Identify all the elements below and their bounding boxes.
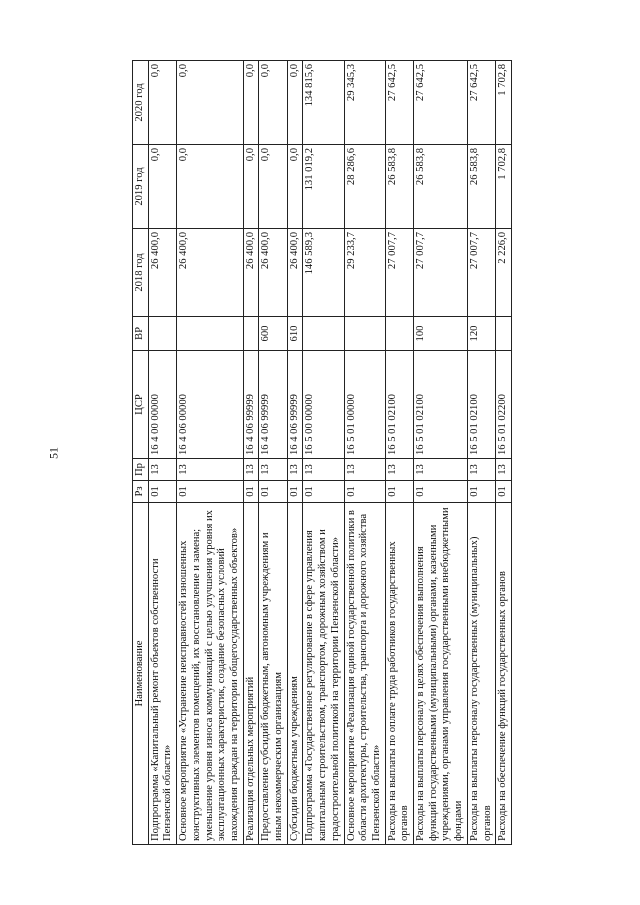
row-vr: 120 (467, 317, 495, 351)
row-2020: 0,0 (148, 61, 176, 145)
table-row (344, 61, 385, 845)
row-name: Расходы на выплаты по оплате труда работников государственных органов (385, 503, 413, 845)
table-body (148, 61, 511, 845)
row-name: Расходы на выплаты персоналу государственных (муниципальных) органов (467, 503, 495, 845)
row-name: Основное мероприятие «Устранение неисправностей изношенных конструктивных элементов помещений, их восстановление и замена; уменьшение уровня износа коммуникаций с целью улучшения уровня их эксплуатационных характеристик, создание безопасных условий нахождения граждан на территории общегосударственных объектов» (177, 503, 244, 845)
row-pr: 13 (496, 459, 512, 481)
row-vr (496, 317, 512, 351)
row-2019: 28 286,6 (344, 145, 385, 229)
row-rz: 01 (243, 481, 259, 503)
row-csr: 16 4 06 99999 (259, 351, 287, 459)
row-vr (177, 317, 244, 351)
row-2020: 27 642,5 (385, 61, 413, 145)
row-name: Реализация отдельных мероприятий (243, 503, 259, 845)
table-row (287, 61, 303, 845)
column-header-csr: ЦСР (133, 351, 149, 459)
row-name: Расходы на обеспечение функций государственных органов (496, 503, 512, 845)
row-2019: 0,0 (177, 145, 244, 229)
row-rz: 01 (414, 481, 468, 503)
row-csr: 16 5 01 02200 (496, 351, 512, 459)
row-csr: 16 4 06 99999 (243, 351, 259, 459)
row-name: Подпрограмма «Государственное регулирование в сфере управления капитальным строительством, транспортом, дорожным хозяйством и градостроительной политикой на территории Пензенской области» (303, 503, 344, 845)
row-2019: 0,0 (259, 145, 287, 229)
column-header-pr: Пр (133, 459, 149, 481)
row-vr: 610 (287, 317, 303, 351)
row-csr: 16 4 06 99999 (287, 351, 303, 459)
row-csr: 16 5 01 02100 (385, 351, 413, 459)
table-row (414, 61, 468, 845)
page-number: 51 (46, 447, 61, 459)
row-2020: 0,0 (287, 61, 303, 145)
column-header-name: Наименование (133, 503, 149, 845)
row-name: Субсидии бюджетным учреждениям (287, 503, 303, 845)
row-vr (303, 317, 344, 351)
row-2018: 27 007,7 (467, 229, 495, 317)
table-row (177, 61, 244, 845)
row-csr: 16 5 00 00000 (303, 351, 344, 459)
row-rz: 01 (177, 481, 244, 503)
row-csr: 16 5 01 02100 (414, 351, 468, 459)
row-rz: 01 (287, 481, 303, 503)
column-header-2018: 2018 год (133, 229, 149, 317)
row-name: Подпрограмма «Капитальный ремонт объектов собственности Пензенской области» (148, 503, 176, 845)
row-pr: 13 (259, 459, 287, 481)
rotated-table-container (132, 61, 512, 845)
row-pr: 13 (287, 459, 303, 481)
row-pr: 13 (243, 459, 259, 481)
table-row (148, 61, 176, 845)
row-pr: 13 (414, 459, 468, 481)
column-header-vr: ВР (133, 317, 149, 351)
table-row (243, 61, 259, 845)
row-vr (243, 317, 259, 351)
row-2018: 26 400,0 (287, 229, 303, 317)
row-2018: 26 400,0 (259, 229, 287, 317)
row-2019: 0,0 (148, 145, 176, 229)
table-row (259, 61, 287, 845)
row-rz: 01 (496, 481, 512, 503)
budget-table (132, 60, 512, 845)
row-2019: 0,0 (287, 145, 303, 229)
row-vr (344, 317, 385, 351)
row-name: Предоставление субсидий бюджетным, автономным учреждениям и иным некоммерческим организациям (259, 503, 287, 845)
column-header-2019: 2019 год (133, 145, 149, 229)
row-2020: 0,0 (259, 61, 287, 145)
row-csr: 16 5 01 02100 (467, 351, 495, 459)
row-2018: 29 233,7 (344, 229, 385, 317)
row-name: Расходы на выплаты персоналу в целях обеспечения выполнения функций государственными (муниципальными) органами, казенными учреждениями, органами управления государственными внебюджетными фондами (414, 503, 468, 845)
table-row (385, 61, 413, 845)
table-row (303, 61, 344, 845)
row-pr: 13 (148, 459, 176, 481)
table-row (467, 61, 495, 845)
row-2019: 1 702,8 (496, 145, 512, 229)
row-rz: 01 (385, 481, 413, 503)
row-vr (385, 317, 413, 351)
row-2020: 0,0 (177, 61, 244, 145)
row-2019: 0,0 (243, 145, 259, 229)
row-csr: 16 5 01 00000 (344, 351, 385, 459)
row-vr (148, 317, 176, 351)
table-header-row (133, 61, 149, 845)
row-2019: 26 583,8 (467, 145, 495, 229)
row-2019: 26 583,8 (385, 145, 413, 229)
row-rz: 01 (148, 481, 176, 503)
row-2019: 26 583,8 (414, 145, 468, 229)
row-rz: 01 (303, 481, 344, 503)
row-rz: 01 (259, 481, 287, 503)
row-2018: 27 007,7 (414, 229, 468, 317)
row-rz: 01 (467, 481, 495, 503)
row-rz: 01 (344, 481, 385, 503)
row-pr: 13 (467, 459, 495, 481)
row-2018: 146 589,3 (303, 229, 344, 317)
row-2020: 27 642,5 (414, 61, 468, 145)
row-2020: 29 345,3 (344, 61, 385, 145)
row-pr: 13 (177, 459, 244, 481)
row-name: Основное мероприятие «Реализация единой государственной политики в области архитектуры, строительства, транспорта и дорожного хозяйства Пензенской области» (344, 503, 385, 845)
column-header-rz: Рз (133, 481, 149, 503)
row-2020: 27 642,5 (467, 61, 495, 145)
row-pr: 13 (344, 459, 385, 481)
row-pr: 13 (303, 459, 344, 481)
row-2020: 0,0 (243, 61, 259, 145)
row-pr: 13 (385, 459, 413, 481)
row-2018: 26 400,0 (177, 229, 244, 317)
row-2018: 27 007,7 (385, 229, 413, 317)
row-csr: 16 4 06 00000 (177, 351, 244, 459)
row-csr: 16 4 00 00000 (148, 351, 176, 459)
table-row (496, 61, 512, 845)
row-2020: 134 815,6 (303, 61, 344, 145)
row-2018: 26 400,0 (148, 229, 176, 317)
row-2018: 26 400,0 (243, 229, 259, 317)
row-2018: 2 226,0 (496, 229, 512, 317)
row-vr: 100 (414, 317, 468, 351)
row-vr: 600 (259, 317, 287, 351)
row-2020: 1 702,8 (496, 61, 512, 145)
column-header-2020: 2020 год (133, 61, 149, 145)
row-2019: 131 019,2 (303, 145, 344, 229)
